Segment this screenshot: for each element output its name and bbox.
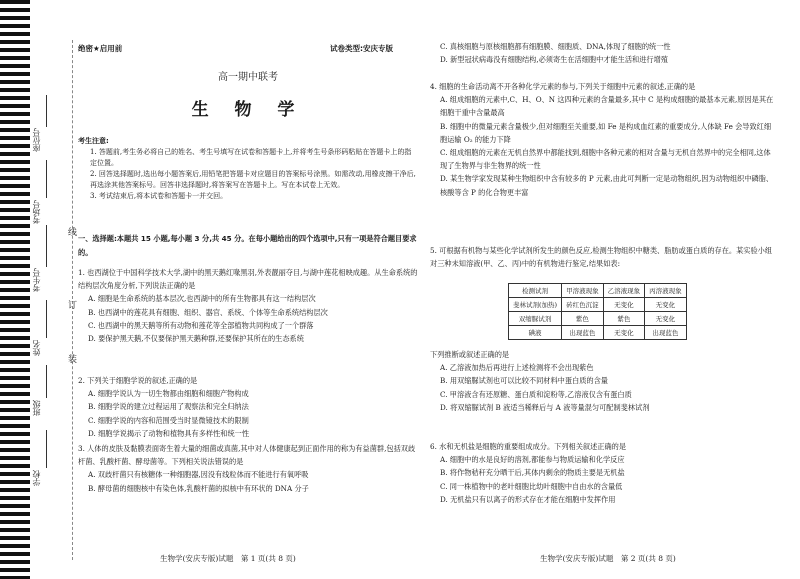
- binding-strip: [30, 0, 52, 579]
- reagent-table: [508, 283, 687, 340]
- question-stem: 4. 细胞的生命活动离不开各种化学元素的参与,下列关于细胞中元素的叙述,正确的是: [430, 82, 696, 91]
- table-header-row: [509, 284, 687, 298]
- option-b: B. 细胞中的微量元素含量极少,但对细胞至关重要,如 Fe 是构成血红素的重要成分,人体缺 Fe 会导致红细胞运输 O₂ 的能力下降: [440, 121, 772, 144]
- table-cell: 双缩脲试剂: [509, 312, 562, 326]
- table-header: 乙溶液现象: [603, 284, 645, 298]
- option-b: B. 用双缩脲试剂也可以比较不同材料中蛋白质的含量: [440, 376, 608, 386]
- option-d: D. 某生物学家发现某种生物组织中含有较多的 P 元素,由此可判断一定是动物组织,因为动物组织中磷脂、核酸等含 P 的化合物更丰富: [440, 174, 774, 197]
- option-b: B. 细胞学说的建立过程运用了观察法和完全归纳法: [88, 402, 249, 412]
- cut-char-pack: 装: [68, 355, 78, 365]
- question-6: [430, 440, 775, 506]
- option-c: C. 细胞学说的内容和范围受当时显微镜技术的限制: [88, 415, 249, 425]
- seat-number-label: 座位号: [32, 128, 41, 152]
- option-d: D. 细胞学说揭示了动物和植物具有多样性和统一性: [88, 428, 250, 438]
- option-a: A. 细胞中的水是良好的溶剂,都能参与物质运输和化学反应: [440, 455, 625, 465]
- table-cell: 无变化: [603, 298, 645, 312]
- table-header: 甲溶液现象: [562, 284, 604, 298]
- name-line: [46, 300, 47, 338]
- seat-number-line: [46, 95, 47, 127]
- question-2: [78, 374, 418, 440]
- cut-char-line: 线: [68, 228, 78, 238]
- candidate-number-line: [46, 225, 47, 267]
- table-cell: 碘液: [509, 326, 562, 340]
- question-5: [430, 244, 775, 270]
- note-item: 2. 回答选择题时,选出每小题答案后,用铅笔把答题卡对应题目的答案标号涂黑。如需改动,用橡皮擦干净后,再选涂其他答案标号。回答非选择题时,将答案写在答题卡上。写在本试卷上无效。: [90, 170, 416, 189]
- table-header: 丙溶液现象: [645, 284, 687, 298]
- option-a: A. 双歧杆菌只有核糖体一种细胞器,因没有线粒体而不能进行有氧呼吸: [88, 470, 309, 480]
- exam-room-label: 考场号: [32, 200, 41, 224]
- question-prompt: 下列推断或叙述正确的是: [430, 350, 510, 359]
- table-cell: 出现蓝色: [645, 326, 687, 340]
- notes-block: [78, 136, 418, 202]
- question-5-options: [430, 348, 775, 414]
- name-label: 姓名: [32, 340, 41, 356]
- note-item: 1. 答题前,考生务必将自己的姓名、考生号填写在试卷和答题卡上,并将考生号条形码粘贴在答题卡上的指定位置。: [90, 148, 412, 167]
- question-stem: 2. 下列关于细胞学说的叙述,正确的是: [78, 376, 198, 385]
- table-cell: 紫色: [562, 312, 604, 326]
- note-item: 3. 考试结束后,将本试卷和答题卡一并交回。: [90, 192, 228, 200]
- secret-label: 绝密★启用前: [78, 44, 123, 53]
- table-header: 检测试剂: [509, 284, 562, 298]
- table-cell: 无变化: [645, 298, 687, 312]
- option-c: C. 组成细胞的元素在无机自然界中都能找到,细胞中各种元素的相对含量与无机自然界中的完全相同,这体现了生物界与非生物界的统一性: [440, 148, 771, 171]
- question-1: [78, 266, 418, 345]
- exam-room-line: [46, 160, 47, 198]
- option-b: B. 将作物秸秆充分晒干后,其体内剩余的物质主要是无机盐: [440, 468, 625, 478]
- question-stem: 3. 人体的皮肤及黏膜表面寄生着大量的细菌或真菌,其中对人体健康起到正面作用的称为有益菌群,包括双歧杆菌、乳酸杆菌、酵母菌等。下列相关说法错误的是: [78, 444, 416, 467]
- exam-title: 高一期中联考: [218, 72, 278, 83]
- option-c: C. 同一株植物中的老叶细胞比幼叶细胞中自由水的含量低: [440, 481, 623, 491]
- question-3-continued: [430, 40, 775, 66]
- option-a: A. 乙溶液加热后再进行上述检测将不会出现紫色: [440, 363, 594, 373]
- class-label: 班级: [32, 400, 41, 416]
- subject-title: 生 物 学: [191, 100, 305, 120]
- option-a: A. 细胞是生命系统的基本层次,也西湖中的所有生物都具有这一结构层次: [88, 294, 316, 304]
- option-b: B. 酵母菌的细胞核中有染色体,乳酸杆菌的拟核中有环状的 DNA 分子: [88, 483, 309, 493]
- option-d: D. 新型冠状病毒没有细胞结构,必须寄生在活细胞中才能生活和进行增殖: [440, 55, 668, 65]
- option-b: B. 也西湖中的莲花具有细胞、组织、器官、系统、个体等生命系统结构层次: [88, 307, 328, 317]
- page-footer-right: 生物学(安庆专版)试题 第 2 页(共 8 页): [540, 554, 676, 563]
- question-4: [430, 80, 775, 199]
- page-footer-left: 生物学(安庆专版)试题 第 1 页(共 8 页): [160, 554, 296, 563]
- option-a: A. 组成细胞的元素中,C、H、O、N 这四种元素的含量最多,其中 C 是构成细胞的最基本元素,原因是其在细胞干重中含量最高: [440, 95, 774, 118]
- candidate-number-label: 考生号: [32, 268, 41, 292]
- table-cell: 紫色: [603, 312, 645, 326]
- table-cell: 斐林试剂(加热): [509, 298, 562, 312]
- table-cell: 出现蓝色: [562, 326, 604, 340]
- class-line: [46, 365, 47, 398]
- table-cell: 无变化: [645, 312, 687, 326]
- question-stem: 6. 水和无机盐是细胞的重要组成成分。下列相关叙述正确的是: [430, 442, 627, 451]
- paper-type-label: 试卷类型:安庆专版: [330, 44, 393, 53]
- option-d: D. 无机盐只有以离子的形式存在才能在细胞中发挥作用: [440, 494, 616, 504]
- option-a: A. 细胞学说认为一切生物都由细胞和细胞产物构成: [88, 389, 249, 399]
- question-stem: 5. 可根据有机物与某些化学试剂所发生的颜色反应,检测生物组织中糖类、脂肪或蛋白质的存在。某实验小组对三种未知溶液(甲、乙、丙)中的有机物进行鉴定,结果如表:: [430, 246, 773, 269]
- school-label: 学校: [32, 470, 41, 486]
- table-row: [509, 326, 687, 340]
- question-3: [78, 442, 418, 495]
- option-c: C. 真核细胞与原核细胞都有细胞膜、细胞质、DNA,体现了细胞的统一性: [440, 42, 671, 51]
- table-row: [509, 298, 687, 312]
- table-cell: 砖红色沉淀: [562, 298, 604, 312]
- table-cell: 无变化: [603, 326, 645, 340]
- notes-heading: 考生注意:: [78, 137, 109, 145]
- question-stem: 1. 也西湖位于中国科学技术大学,湖中的黑天鹅红喙黑羽,外表靓丽夺目,与湖中莲花相映成趣。从生命系统的结构层次角度分析,下列说法正确的是: [78, 268, 418, 291]
- table-row: [509, 312, 687, 326]
- option-c: C. 也西湖中的黑天鹅等所有动物和莲花等全部植物共同构成了一个群落: [88, 320, 314, 330]
- option-d: D. 要保护黑天鹅,不仅要保护黑天鹅种群,还要保护其所在的生态系统: [88, 334, 304, 344]
- section-title: 一、选择题:本题共 15 小题,每小题 3 分,共 45 分。在每小题给出的四个选项中,只有一项是符合题目要求的。: [78, 234, 417, 257]
- barcode-stripes: [0, 0, 30, 579]
- option-c: C. 甲溶液含有还原糖、蛋白质和淀粉等,乙溶液仅含有蛋白质: [440, 389, 632, 399]
- school-line: [46, 430, 47, 468]
- cut-char-bind: 订: [68, 301, 78, 311]
- option-d: D. 将双缩脲试剂 B 液适当稀释后与 A 液等量混匀可配制斐林试剂: [440, 402, 650, 412]
